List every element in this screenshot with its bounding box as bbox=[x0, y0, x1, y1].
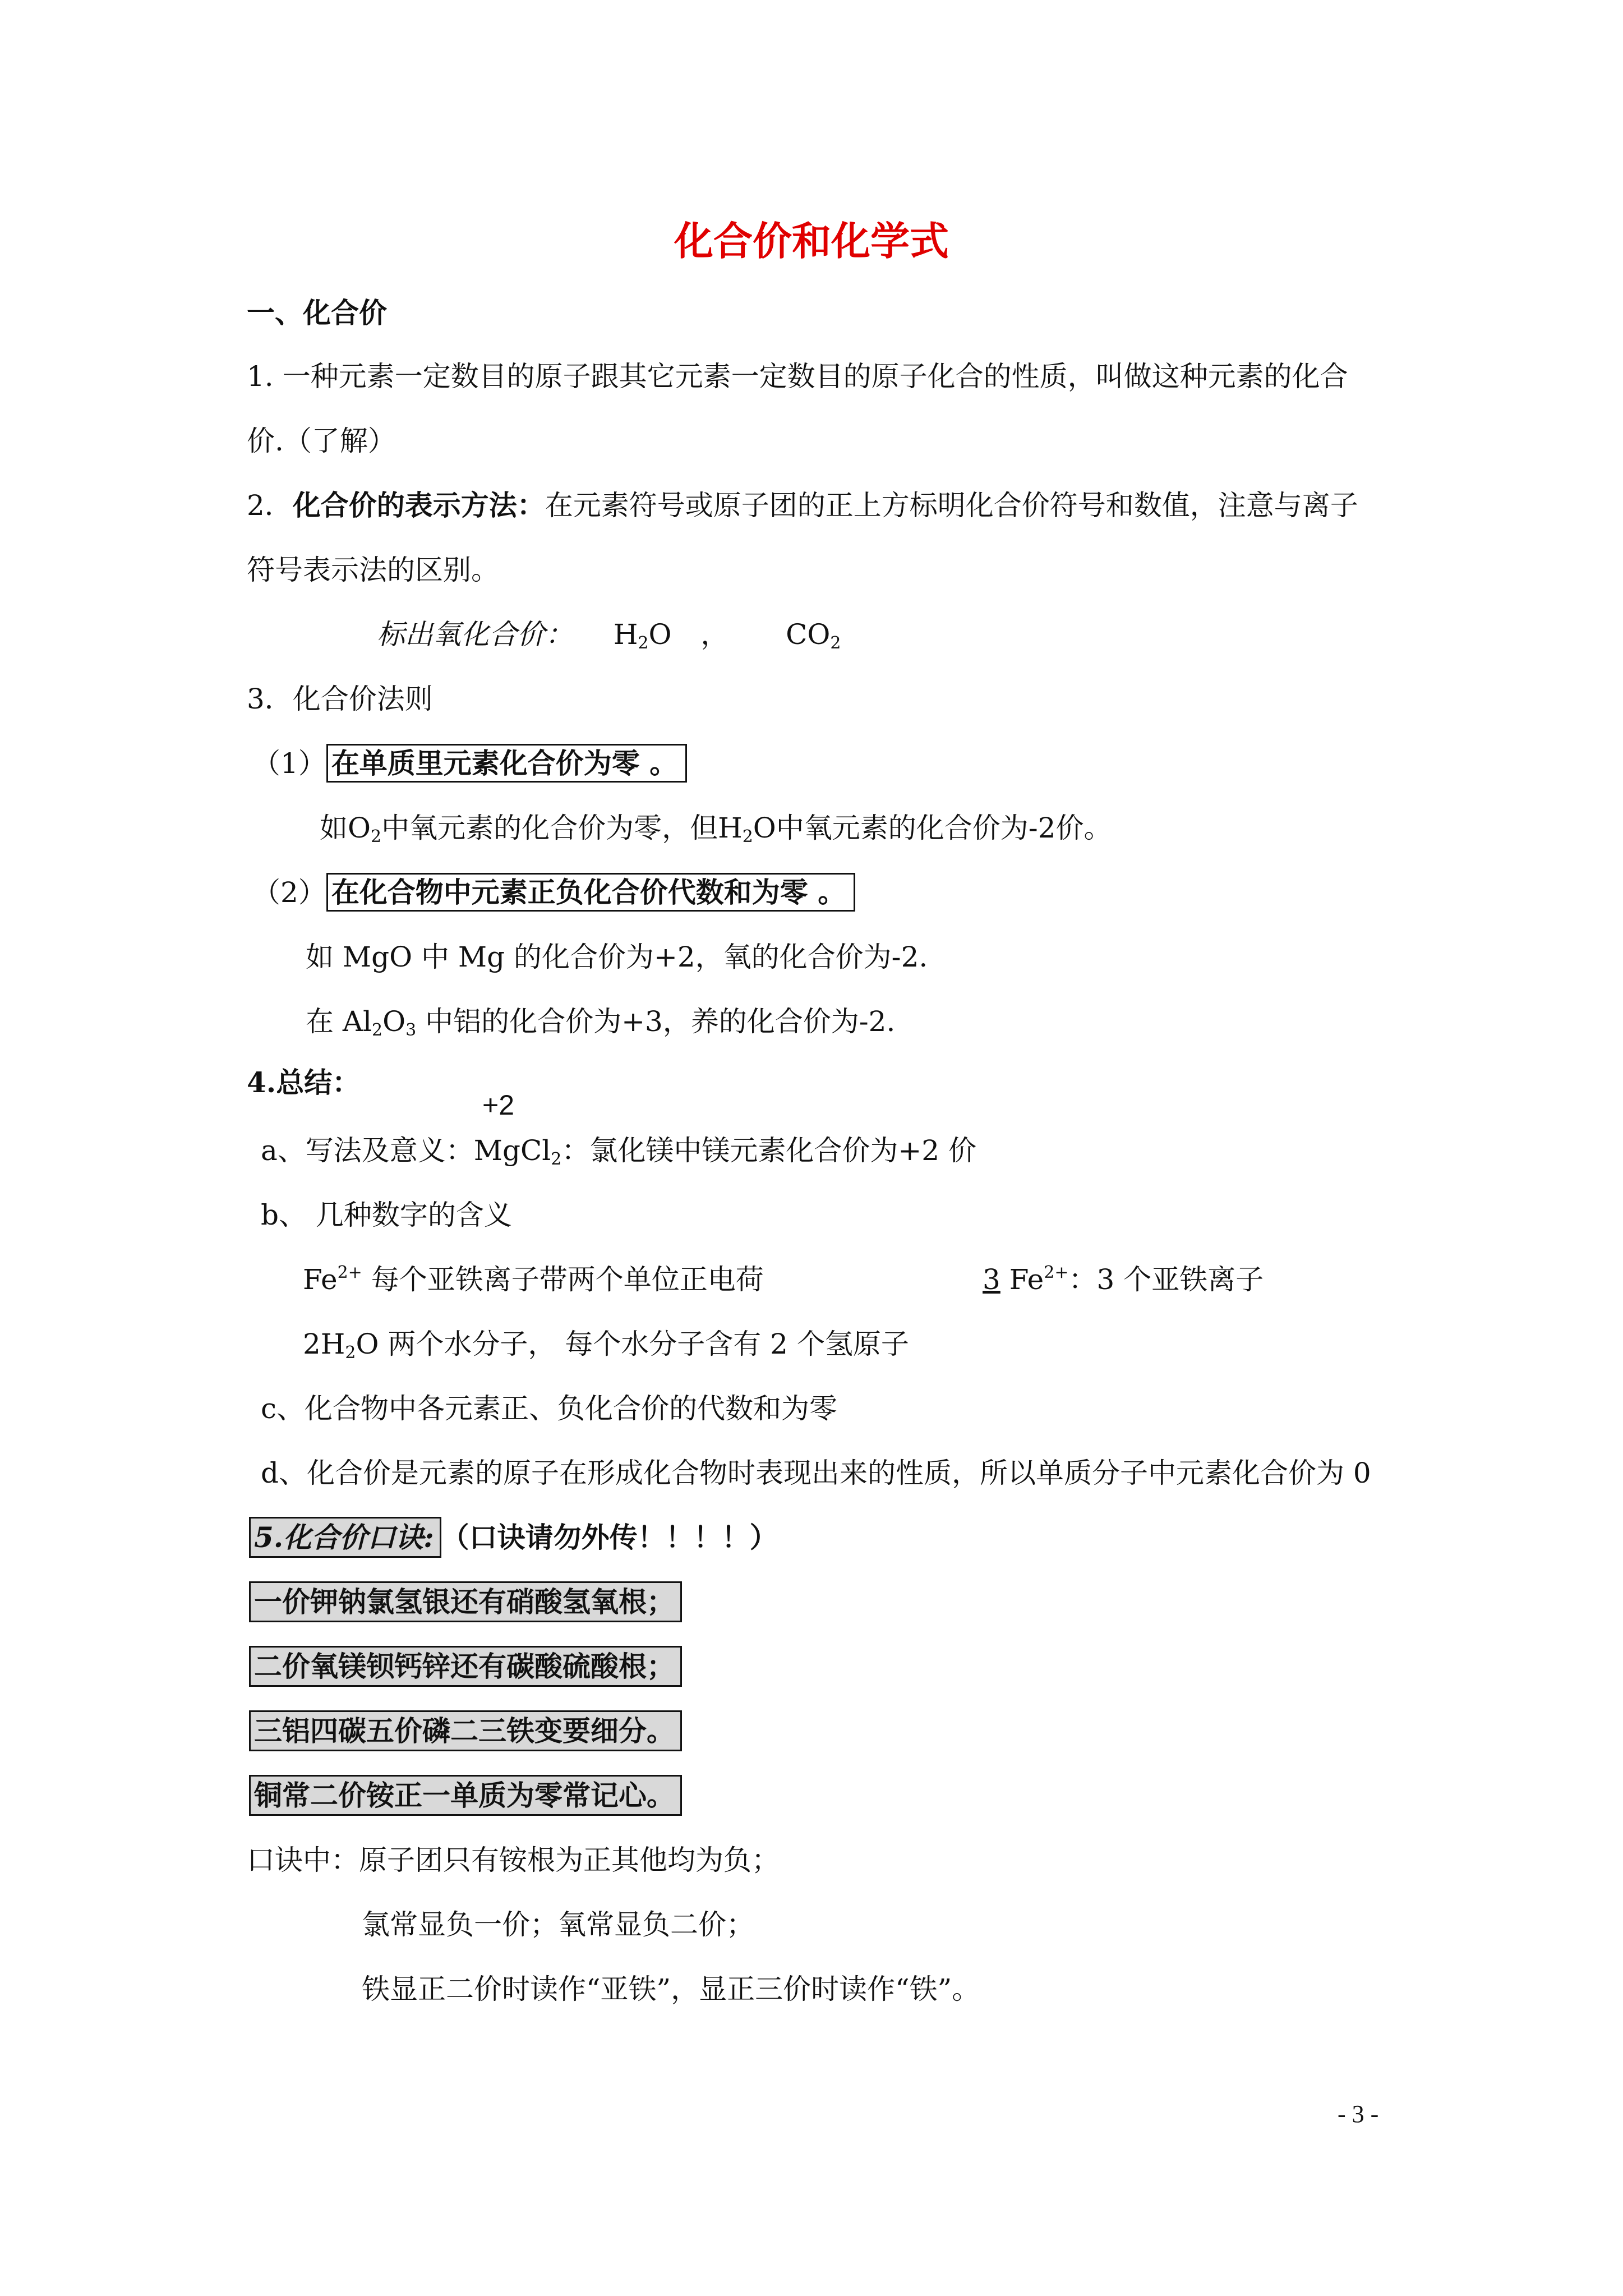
mnemonic-line-4: 铜常二价铵正一单质为零常记心。 bbox=[249, 1779, 682, 1812]
mnemonic-heading bbox=[249, 1521, 778, 1554]
valence-example-line bbox=[377, 618, 841, 651]
valence-example-label: 标出氧化合价： bbox=[377, 618, 573, 651]
paragraph-2-line-1 bbox=[247, 489, 1358, 522]
paragraph-3: 3．化合价法则 bbox=[247, 683, 433, 715]
rule-1 bbox=[252, 747, 687, 780]
rule-2-example-2: 在 $Al_2O_3$ 中铝的化合价为+3，养的化合价为-2. bbox=[306, 1005, 896, 1040]
rule-1-example: 如$O_2$中氧元素的化合价为零，但$H_2O$中氧元素的化合价为-2价。 bbox=[320, 812, 1112, 846]
summary-heading: 4.总结： bbox=[247, 1066, 361, 1099]
valence-superscript: +2 bbox=[482, 1089, 515, 1121]
mnemonic-note-3: 铁显正二价时读作“亚铁”，显正三价时读作“铁”。 bbox=[362, 1973, 980, 2005]
rule-2-boxed-text: 在化合物中元素正负化合价代数和为零 。 bbox=[326, 873, 855, 912]
water-molecule-meaning: $2H_2O$ 两个水分子， 每个水分子含有 2 个氢原子 bbox=[303, 1328, 909, 1363]
three-ferrous-ions: 3 $Fe^{2+}$：3 个亚铁离子 bbox=[983, 1263, 1264, 1296]
paragraph-2-text: 在元素符号或原子团的正上方标明化合价符号和数值，注意与离子 bbox=[545, 489, 1358, 522]
formula-h2o: $H_2O$ bbox=[613, 618, 672, 653]
mnemonic-line-2: 二价氧镁钡钙锌还有碳酸硫酸根； bbox=[249, 1650, 682, 1683]
page-number: - 3 - bbox=[1338, 2100, 1379, 2128]
paragraph-1-line-2: 价.（了解） bbox=[247, 425, 396, 457]
section-heading: 一、化合价 bbox=[247, 296, 387, 329]
mnemonic-note: （口诀请勿外传！！！！） bbox=[441, 1521, 778, 1554]
paragraph-2-line-2: 符号表示法的区别。 bbox=[247, 554, 499, 586]
mnemonic-line-3: 三铝四碳五价磷二三铁变要细分。 bbox=[249, 1714, 682, 1748]
summary-item-b: b、 几种数字的含义 bbox=[261, 1199, 512, 1231]
summary-item-a: a、写法及意义：MgCl$_2$：氯化镁中镁元素化合价为+2 价 bbox=[261, 1134, 976, 1169]
mnemonic-line-1: 一价钾钠氯氢银还有硝酸氢氧根； bbox=[249, 1585, 682, 1619]
paragraph-1-line-1: 1. 一种元素一定数目的原子跟其它元素一定数目的原子化合的性质，叫做这种元素的化合 bbox=[247, 360, 1348, 393]
mnemonic-note-2: 氯常显负一价；氧常显负二价； bbox=[362, 1908, 754, 1941]
paragraph-2-number: 2． bbox=[247, 489, 293, 522]
rule-2 bbox=[252, 876, 855, 909]
comma: ， bbox=[700, 618, 729, 651]
mnemonic-note-1: 口诀中：原子团只有铵根为正其他均为负； bbox=[247, 1844, 780, 1876]
rule-2-example-1: 如 MgO 中 Mg 的化合价为+2，氧的化合价为-2. bbox=[306, 941, 928, 973]
mnemonic-label: 5.化合价口诀: bbox=[249, 1517, 441, 1558]
summary-item-d: d、化合价是元素的原子在形成化合物时表现出来的性质，所以单质分子中元素化合价为 0 bbox=[261, 1457, 1371, 1489]
rule-1-number: （1） bbox=[252, 747, 326, 780]
rule-2-number: （2） bbox=[252, 876, 326, 909]
summary-item-c: c、化合物中各元素正、负化合价的代数和为零 bbox=[261, 1392, 838, 1425]
rule-1-boxed-text: 在单质里元素化合价为零 。 bbox=[326, 744, 687, 783]
formula-co2: $CO_2$ bbox=[786, 618, 841, 653]
paragraph-2-bold: 化合价的表示方法： bbox=[292, 489, 545, 522]
ferrous-ion-meaning: $Fe^{2+}$ 每个亚铁离子带两个单位正电荷 bbox=[303, 1263, 764, 1296]
page-title: 化合价和化学式 bbox=[674, 218, 949, 264]
